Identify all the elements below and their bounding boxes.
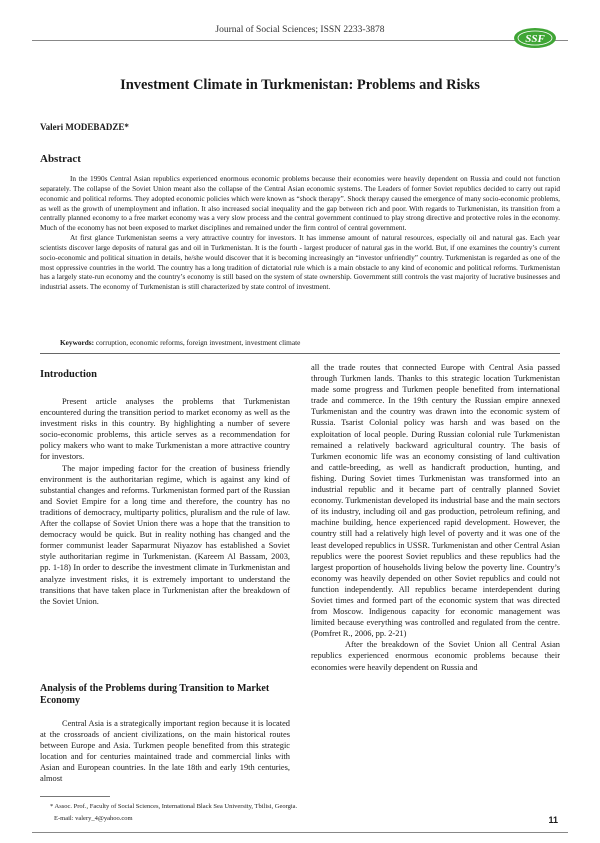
- section-divider: [40, 353, 560, 354]
- footnote: [50, 801, 297, 825]
- footnote-affiliation: * Assoc. Prof., Faculty of Social Sciences, International Black Sea University, Tbilisi, Georgia.: [50, 803, 298, 810]
- body-paragraph: The major impeding factor for the creation of business friendly environment is the authoritarian regime, which is against any kind of substantial changes and reforms. Turkmenistan formed part of the Russian and Soviet Empire for a long time and therefore, the country has no traditions of democracy, multiparty politics, pluralism and the rule of law. After the collapse of Soviet Union there was a hope that the transition to democracy would be quick. But in reality nothing has changed and the former communist leader Saparmurat Niyazov has established a Soviet style authoritarian regime in Turkmenistan. (Kareem Al Bassam, 2003, pp. 1-18) In order to describe the investment climate in Turkmenistan and analyze investment risks, it is extremely important to understand the transitions that have taken place in Turkmenistan after the breakdown of the Soviet Union.: [40, 463, 290, 606]
- paper-title: Investment Climate in Turkmenistan: Problems and Risks: [120, 77, 480, 93]
- footnote-email: E-mail: valery_4@yahoo.com: [54, 815, 133, 822]
- author-name: Valeri MODEBADZE*: [40, 122, 129, 132]
- analysis-heading: Analysis of the Problems during Transition to Market Economy: [40, 683, 270, 706]
- introduction-heading: Introduction: [40, 369, 97, 380]
- header-rule: [32, 40, 568, 41]
- footer-rule: [32, 832, 568, 833]
- introduction-body: [40, 396, 290, 607]
- logo-text: SSF: [525, 33, 545, 45]
- abstract-paragraph: In the 1990s Central Asian republics experienced enormous economic problems because their economies were heavily dependent on Russia and could not function separately. The collapse of the Soviet Union meant also the collapse of the Central Asian economic systems. The Leaders of former Soviet republics decided to carry out rapid economic and political reforms. They adopted economic policies which were known as “shock therapy”. Shock therapy caused the emergence of many socio-economic problems, as well as the growth of unemployment and inflation. It also increased social inequality and the gap between rich and poor. With regards to Turkmenistan, its transition from a centrally planned economy to a free market economy was a very slow process and the central government continued to play strong directive and protective roles in the economy. Much of the economy has not been exposed to market disciplines and remained under the firm control of central government.: [40, 174, 560, 233]
- abstract-paragraph: At first glance Turkmenistan seems a very attractive country for investors. It has immense amount of natural resources, especially oil and natural gas. Each year scientists discover large deposits of natural gas and oil in Turkmenistan. It is the fourth - largest producer of natural gas in the world. But, if one examines the country’s current socio-economic and political situation in details, he/she would discover that it is becoming increasingly an “investor unfriendly” country. Turkmenistan is regarded as one of the most oppressive countries in the world. The country has a long tradition of dictatorial rule which is a main obstacle to any kind of economic and political reforms. Turkmenistan has a largely state-run economy and the country’s economy is still based on the system of state ownership. Government still controls the vast majority of lucrative businesses and industrial assets. The economy of Turkmenistan is still characterized by state control of investment.: [40, 233, 560, 292]
- abstract-body: [40, 174, 560, 292]
- body-paragraph: After the breakdown of the Soviet Union all Central Asian republics experienced enormous economic problems because their economies were heavily dependent on Russia and: [311, 640, 560, 672]
- analysis-body: [40, 718, 290, 785]
- keywords: [60, 338, 560, 347]
- journal-header: Journal of Social Sciences; ISSN 2233-3878: [215, 25, 385, 35]
- body-paragraph: Present article analyses the problems that Turkmenistan encountered during the transition period to market economy as well as the investment risks in this country. By highlighting a number of severe socio-economic problems, this article serves as a recommendation for policy makers who want to make Turkmenistan a more attractive country for investors.: [40, 397, 290, 462]
- page-number: 11: [548, 815, 558, 825]
- ssf-logo-icon: [513, 27, 557, 49]
- body-paragraph: Central Asia is a strategically important region because it is located at the crossroads of ancient civilizations, on the main historical routes between Europe and Asia. Turkmen people benefited from this strategic location and for centuries maintained trade and commercial links with Asian and European countries. In the late 18th and early 19th centuries, almost: [40, 719, 290, 784]
- abstract-heading: Abstract: [40, 153, 81, 165]
- keywords-label: Keywords:: [60, 338, 95, 347]
- right-column: [311, 362, 560, 673]
- keywords-text: corruption, economic reforms, foreign investment, investment climate: [95, 338, 301, 347]
- footnote-rule: [40, 796, 110, 797]
- body-paragraph: all the trade routes that connected Europe with Central Asia passed through Turkmen lands. Thanks to this strategic location Turkmenistan made some progress and Turkmen people benefited from international trade and commerce. In the 19th century the Russian empire annexed Turkmenistan and the country was drawn into the economic system of Russia. Tsarist Colonial policy was harsh and was based on the exploitation of local people. During Russian colonial rule Turkmenistan remained a relatively backward agricultural country. The basis of Turkmen economic life was an economy consisting of land cultivation and cattle-breeding, as well as handicraft production, hunting, and fishing. During Soviet times Turkmenistan was transformed into an industrial republic and it became part of centrally planned Soviet economy. Turkmenistan developed its industrial base and the main sectors of its industry, including oil and gas production, petroleum refining, and machine building, hence experienced rapid development. However, the country still had a relatively high level of poverty and it was one of the least developed republics in USSR. Turkmenistan and other Central Asian republics were the poorest Soviet republics and these republics had the largest proportion of households living below the poverty line. Country’s economy was heavily depended on other Soviet republics and could not function independently. All republics became interdependent during Soviet times and formed part of the economic system that was directed from Moscow. Indigenous capacity for economic management was limited because everything was controlled and regulated from the centre. (Pomfret R., 2006, pp. 2-21): [311, 363, 560, 639]
